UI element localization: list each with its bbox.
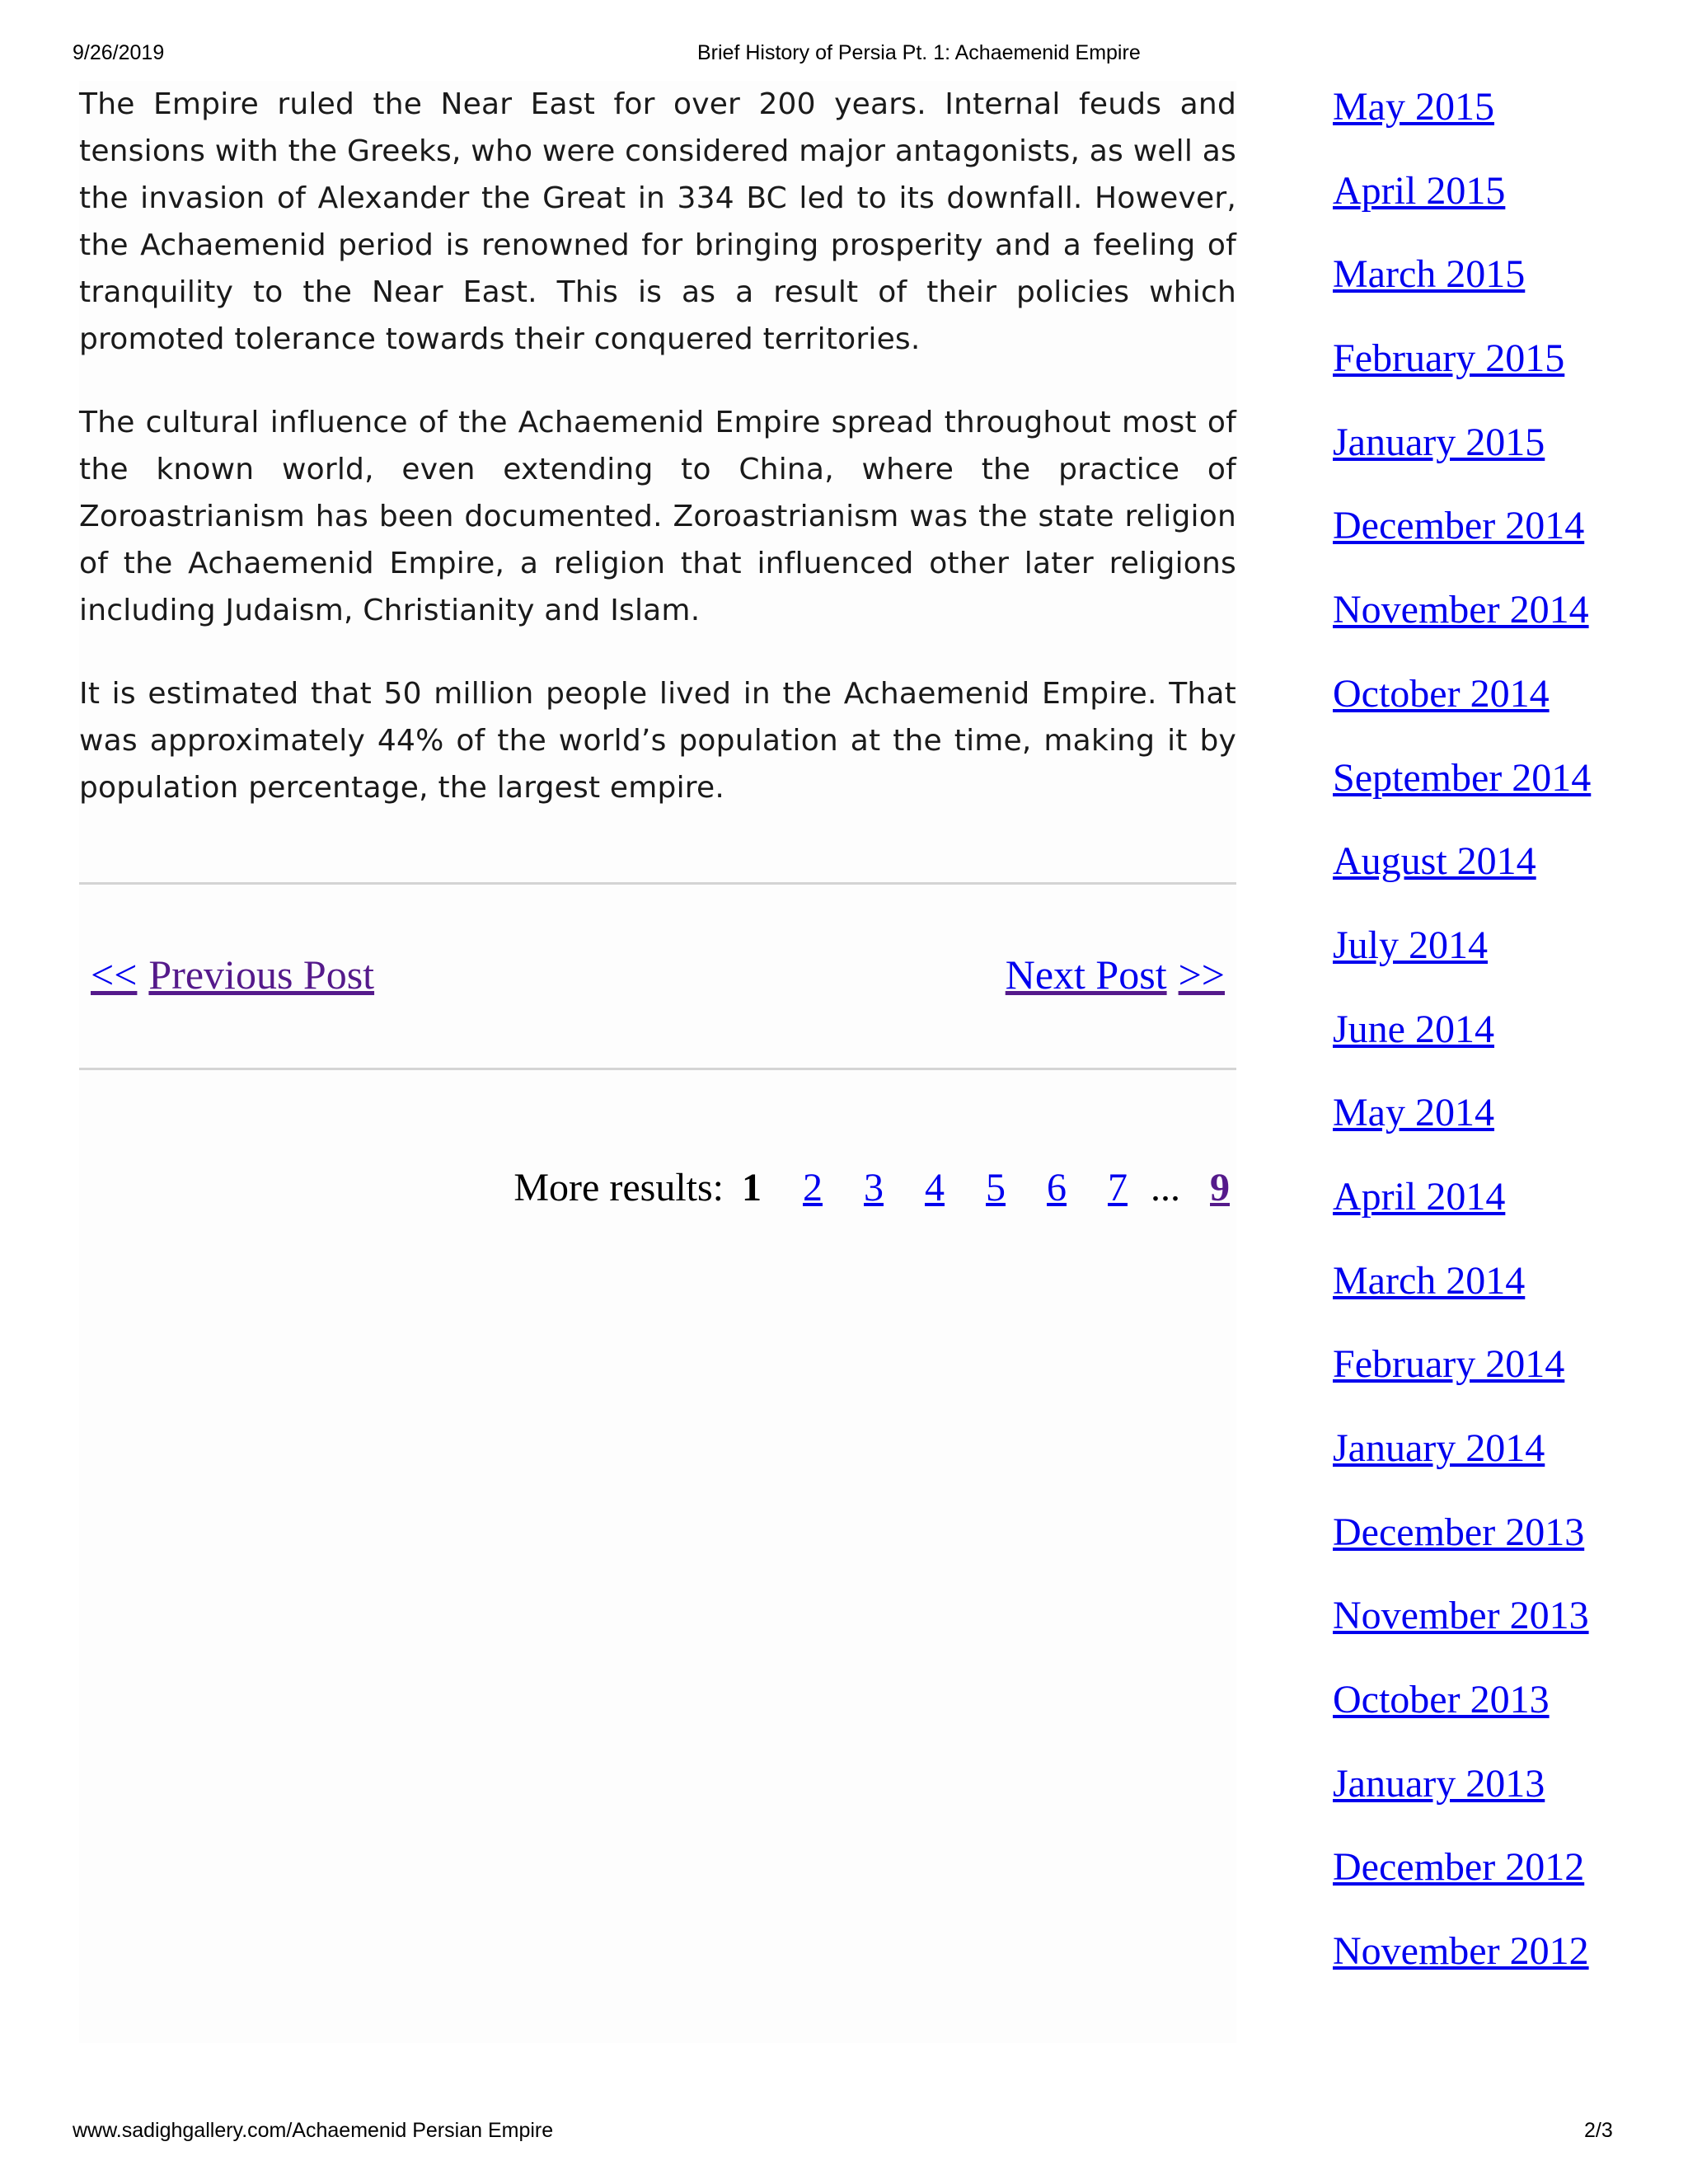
- print-header-title: Brief History of Persia Pt. 1: Achaemenid Empire: [697, 41, 1141, 64]
- archive-item: [1333, 248, 1679, 332]
- archive-item: [1333, 668, 1679, 752]
- archive-link[interactable]: October 2013: [1333, 1678, 1550, 1722]
- archive-link[interactable]: July 2014: [1333, 923, 1489, 967]
- archive-link[interactable]: November 2012: [1333, 1929, 1589, 1974]
- archive-link[interactable]: January 2015: [1333, 420, 1545, 464]
- pagination-page-link[interactable]: 3: [864, 1166, 884, 1209]
- archive-item: [1333, 1171, 1679, 1255]
- pagination-page-link[interactable]: 5: [986, 1166, 1006, 1209]
- pagination-page-link[interactable]: 7: [1108, 1166, 1128, 1209]
- archive-item: [1333, 919, 1679, 1003]
- pagination-page-link[interactable]: 6: [1047, 1166, 1067, 1209]
- archive-list: [1333, 81, 1679, 2009]
- archive-link[interactable]: January 2013: [1333, 1761, 1545, 1806]
- archive-item: [1333, 165, 1679, 249]
- archive-link[interactable]: February 2015: [1333, 336, 1565, 381]
- main-content: [79, 81, 1236, 2043]
- archive-item: [1333, 1841, 1679, 1925]
- pagination-ellipsis: ...: [1151, 1166, 1180, 1209]
- pagination-page-link[interactable]: 2: [803, 1166, 823, 1209]
- archive-link[interactable]: March 2015: [1333, 252, 1526, 297]
- next-arrows: >>: [1178, 951, 1225, 998]
- divider: [79, 1068, 1236, 1070]
- pagination-page-link[interactable]: 4: [925, 1166, 945, 1209]
- archive-link[interactable]: December 2012: [1333, 1845, 1585, 1890]
- archive-link[interactable]: May 2015: [1333, 85, 1494, 129]
- archive-item: [1333, 416, 1679, 500]
- archive-item: [1333, 500, 1679, 584]
- article-paragraph: It is estimated that 50 million people lived in the Achaemenid Empire. That was approximately 44% of the world’s population at the time, making it by population percentage, the largest empire.: [79, 677, 1236, 805]
- archive-link[interactable]: January 2014: [1333, 1426, 1545, 1470]
- archive-link[interactable]: September 2014: [1333, 755, 1592, 800]
- archive-link[interactable]: April 2015: [1333, 168, 1506, 213]
- previous-post-link[interactable]: [91, 951, 374, 998]
- next-post-label: Next Post: [1005, 951, 1167, 998]
- archive-item: [1333, 1255, 1679, 1339]
- archive-link[interactable]: December 2013: [1333, 1510, 1585, 1554]
- archive-item: [1333, 332, 1679, 416]
- pagination-label: More results:: [513, 1166, 724, 1209]
- archive-link[interactable]: October 2014: [1333, 671, 1550, 716]
- archive-item: [1333, 1674, 1679, 1758]
- archive-item: [1333, 1506, 1679, 1590]
- divider: [79, 882, 1236, 885]
- archive-link[interactable]: May 2014: [1333, 1091, 1494, 1135]
- archive-item: [1333, 1338, 1679, 1422]
- archive-item: [1333, 1087, 1679, 1171]
- archive-link[interactable]: February 2014: [1333, 1342, 1565, 1387]
- archive-link[interactable]: December 2014: [1333, 504, 1585, 548]
- article-paragraph: The cultural influence of the Achaemenid Empire spread throughout most of the known world, even extending to China, where the practice of Zoroastrianism has been documented. Zoroastrianism was the state religion of the Achaemenid Empire, a religion that influenced other later religions including Judaism, Christianity and Islam.: [79, 406, 1236, 627]
- archive-item: [1333, 835, 1679, 919]
- previous-post-label: Previous Post: [148, 951, 375, 998]
- archive-link[interactable]: June 2014: [1333, 1007, 1494, 1051]
- archive-link[interactable]: November 2014: [1333, 588, 1589, 632]
- article-paragraph: The Empire ruled the Near East for over 200 years. Internal feuds and tensions with the Greeks, who were considered major antagonists, as well as the invasion of Alexander the Great in 334 BC led to its downfall. However, the Achaemenid period is renowned for bringing prosperity and a feeling of tranquility to the Near East. This is as a result of their policies which promoted tolerance towards their conquered territories.: [79, 87, 1236, 356]
- pagination-current-page: 1: [742, 1166, 762, 1209]
- archive-item: [1333, 1422, 1679, 1506]
- archive-item: [1333, 1003, 1679, 1087]
- next-post-link[interactable]: [1006, 951, 1225, 998]
- archive-item: [1333, 1925, 1679, 2009]
- archive-link[interactable]: March 2014: [1333, 1258, 1526, 1303]
- print-footer-page-number: 2/3: [1584, 2119, 1613, 2142]
- archive-link[interactable]: November 2013: [1333, 1594, 1589, 1638]
- pagination-last-page-link[interactable]: 9: [1210, 1166, 1230, 1209]
- article-body: [79, 81, 1236, 811]
- archive-item: [1333, 81, 1679, 165]
- print-header-date: 9/26/2019: [73, 41, 165, 64]
- archive-link[interactable]: April 2014: [1333, 1174, 1506, 1219]
- archive-item: [1333, 1590, 1679, 1674]
- archive-item: [1333, 1758, 1679, 1842]
- archive-item: [1333, 584, 1679, 668]
- previous-arrows: <<: [91, 951, 138, 998]
- archive-item: [1333, 752, 1679, 836]
- pagination: [513, 1165, 1230, 1210]
- archive-link[interactable]: August 2014: [1333, 839, 1536, 884]
- print-footer-url: www.sadighgallery.com/Achaemenid Persian Empire: [73, 2119, 554, 2142]
